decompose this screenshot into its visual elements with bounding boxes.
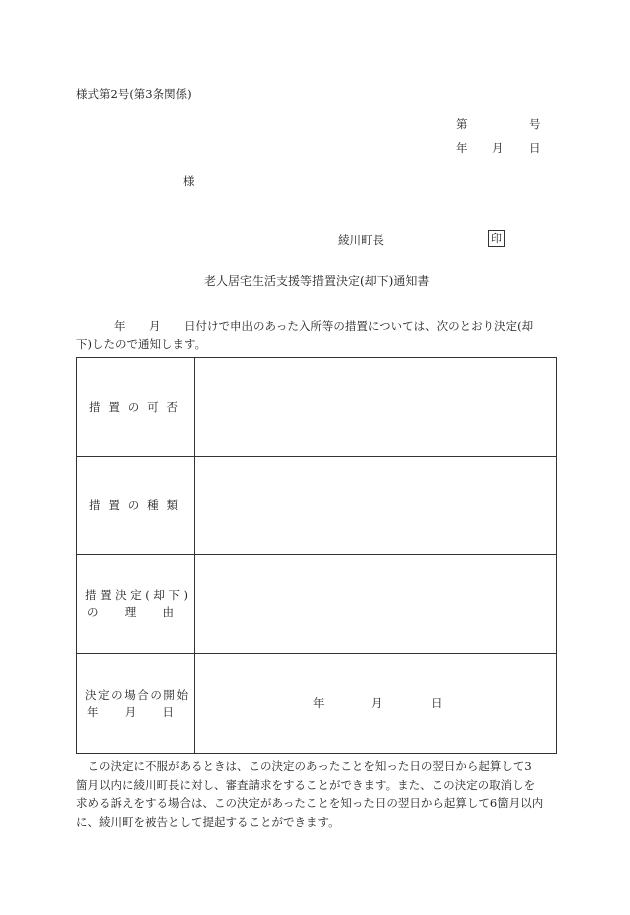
value-approval[interactable] (195, 358, 557, 457)
label-char: 由 (162, 605, 174, 619)
row-start-date (77, 654, 557, 754)
label-char: 定 (130, 588, 142, 602)
label-char: 置 (100, 588, 112, 602)
issuer: 綾川町長 (338, 233, 384, 247)
document-title: 老人居宅生活支援等措置決定(却下)通知書 (204, 274, 430, 288)
label-char: 種 (147, 498, 159, 512)
label-char: 始 (176, 687, 188, 702)
label-char: の (127, 399, 140, 414)
label-char: 月 (124, 704, 137, 719)
label-char: 日 (162, 704, 174, 719)
notice-line: 求める訴えをする場合は、この決定があったことを知った日の翌日から起算して6箇月以内 (76, 796, 544, 810)
seal-stamp (488, 230, 505, 247)
measure-table (76, 357, 557, 754)
start-month: 月 (371, 696, 383, 710)
row-approval (77, 358, 557, 457)
label-char: 理 (124, 605, 137, 619)
label-char: 類 (166, 498, 178, 512)
label-char: 決 (85, 687, 97, 702)
form-number: 様式第2号(第3条関係) (76, 87, 192, 101)
addressee-suffix: 様 (183, 174, 195, 188)
label-reason (77, 555, 195, 654)
label-char: ) (183, 588, 188, 602)
label-char: の (87, 605, 99, 619)
intro-month: 月 (149, 319, 161, 333)
date-day: 日 (529, 141, 541, 155)
date-year: 年 (456, 141, 468, 155)
intro-line-2: 下)したので通知します。 (76, 337, 207, 351)
notice-line: に、綾川町を被告として提起することができます。 (76, 814, 340, 829)
start-day: 日 (431, 696, 443, 710)
label-char: の (127, 498, 140, 512)
label-approval (77, 358, 195, 457)
intro-year: 年 (114, 319, 126, 333)
label-char: 決 (115, 588, 127, 602)
label-start-date (77, 654, 195, 754)
intro-rest: 日付けで申出のあった入所等の措置については、次のとおり決定(却 (184, 319, 534, 333)
label-char: 置 (108, 399, 120, 414)
seal-mark: 印 (488, 230, 505, 247)
label-char: 措 (89, 498, 101, 512)
notice-text (76, 757, 558, 831)
label-char: 年 (87, 704, 99, 719)
value-reason[interactable] (195, 555, 557, 654)
label-char: 開 (163, 687, 175, 702)
label-char: 措 (89, 399, 101, 414)
label-char: 却 (153, 588, 165, 602)
label-char: 下 (168, 588, 180, 602)
number-go: 号 (529, 117, 541, 131)
label-char: の (150, 687, 162, 702)
notice-line: 箇月以内に綾川町長に対し、審査請求をすることができます。また、この決定の取消しを (76, 777, 536, 792)
label-char: 定 (98, 687, 110, 702)
row-type (77, 457, 557, 555)
number-line (456, 116, 540, 132)
label-type (77, 457, 195, 555)
notice-line: この決定に不服があるときは、この決定のあったことを知った日の翌日から起算して3 (76, 759, 532, 773)
label-char: の (111, 687, 123, 702)
value-type[interactable] (195, 457, 557, 555)
row-reason (77, 555, 557, 654)
start-year: 年 (313, 696, 325, 710)
value-start-date[interactable] (195, 654, 557, 754)
label-char: 合 (137, 687, 149, 702)
label-char: 措 (85, 588, 97, 602)
date-month: 月 (492, 141, 504, 155)
number-dai: 第 (456, 117, 468, 131)
date-line (456, 140, 541, 156)
label-char: 置 (108, 498, 120, 512)
label-char: 可 (147, 399, 159, 414)
label-char: 場 (124, 687, 136, 702)
label-char: 否 (166, 399, 178, 414)
label-char: ( (145, 588, 150, 602)
